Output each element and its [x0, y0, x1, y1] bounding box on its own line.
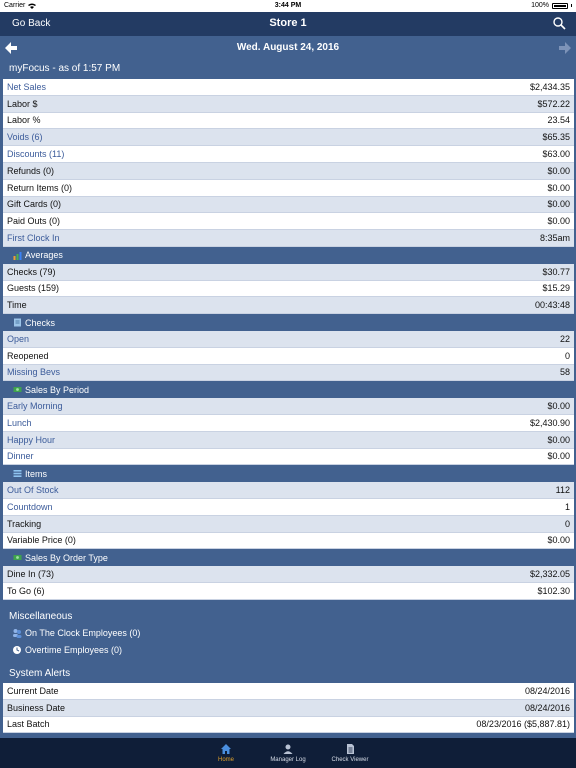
tab-check-viewer-label: Check Viewer — [331, 757, 369, 763]
miscellaneous-title: Miscellaneous — [9, 611, 73, 622]
chart-icon — [13, 251, 22, 260]
row-value: $2,434.35 — [529, 81, 570, 92]
money-icon — [13, 553, 22, 562]
row-label: Lunch — [7, 417, 32, 428]
table-row — [3, 197, 574, 214]
page-title: Store 1 — [269, 17, 307, 29]
row-label: Open — [7, 333, 30, 344]
receipt-icon — [13, 318, 22, 327]
go-back-button[interactable]: Go Back — [12, 18, 51, 29]
carrier-label: Carrier — [4, 2, 26, 9]
home-icon — [220, 743, 232, 755]
current-date: Wed. August 24, 2016 — [236, 42, 340, 53]
row-label: Labor $ — [7, 98, 38, 109]
row-value: $0.00 — [547, 451, 570, 462]
row-label: Variable Price (0) — [7, 535, 76, 546]
battery-tip — [571, 4, 572, 7]
section-header — [3, 465, 574, 482]
table-row[interactable] — [3, 499, 574, 516]
row-value: 58 — [559, 367, 570, 378]
clock-icon — [12, 645, 22, 655]
section-title: Checks — [25, 317, 56, 328]
row-label: Out Of Stock — [7, 485, 59, 496]
row-value: 00:43:48 — [534, 300, 570, 311]
row-value: 08/23/2016 ($5,887.81) — [476, 719, 570, 730]
battery-icon — [552, 3, 568, 9]
table-row — [3, 516, 574, 533]
tab-check-viewer[interactable] — [320, 738, 380, 763]
status-time: 3:44 PM — [274, 2, 302, 9]
section-header — [3, 314, 574, 331]
section-header — [3, 549, 574, 566]
tab-manager-log[interactable] — [258, 738, 318, 763]
row-value: 22 — [559, 333, 570, 344]
overtime-employees-label: Overtime Employees (0) — [25, 645, 123, 655]
row-value: 0 — [564, 350, 570, 361]
row-value: $0.00 — [547, 535, 570, 546]
section-title: Sales By Period — [25, 384, 90, 395]
table-row — [3, 163, 574, 180]
row-value: 0 — [564, 518, 570, 529]
row-value: 23.54 — [547, 115, 570, 126]
nav-bar — [0, 12, 576, 36]
table-row — [3, 583, 574, 600]
row-value: $15.29 — [542, 283, 570, 294]
system-alerts-table — [3, 683, 574, 733]
row-label: Net Sales — [7, 81, 47, 92]
status-right — [531, 2, 572, 9]
row-value: $2,430.90 — [529, 417, 570, 428]
money-icon — [13, 385, 22, 394]
table-row — [3, 717, 574, 734]
row-label: Discounts (11) — [7, 149, 65, 160]
on-clock-employees-item[interactable] — [12, 628, 140, 638]
table-row — [3, 213, 574, 230]
row-value: $0.00 — [547, 165, 570, 176]
date-bar — [0, 38, 576, 58]
row-label: Voids (6) — [7, 132, 43, 143]
row-value: $0.00 — [547, 199, 570, 210]
table-row — [3, 297, 574, 314]
document-icon — [344, 743, 356, 755]
row-label: Happy Hour — [7, 434, 56, 445]
row-value: $0.00 — [547, 401, 570, 412]
table-row[interactable] — [3, 129, 574, 146]
row-label: Missing Bevs — [7, 367, 61, 378]
row-value: 112 — [555, 485, 570, 496]
section-title: Sales By Order Type — [25, 552, 108, 563]
row-label: Business Date — [7, 702, 66, 713]
table-row — [3, 683, 574, 700]
next-day-arrow-icon[interactable] — [558, 41, 572, 55]
row-label: Checks (79) — [7, 266, 56, 277]
row-value: $0.00 — [547, 182, 570, 193]
row-value: $30.77 — [542, 266, 570, 277]
tab-bar — [0, 738, 576, 768]
on-clock-employees-label: On The Clock Employees (0) — [25, 628, 141, 638]
section-header — [3, 247, 574, 264]
list-icon — [13, 469, 22, 478]
row-label: Time — [7, 300, 27, 311]
table-row — [3, 180, 574, 197]
table-row[interactable] — [3, 432, 574, 449]
row-value: $63.00 — [542, 149, 570, 160]
tab-manager-log-label: Manager Log — [270, 757, 306, 763]
table-row[interactable] — [3, 230, 574, 247]
row-label: Labor % — [7, 115, 41, 126]
main-metrics-table — [3, 79, 574, 600]
row-value: 08/24/2016 — [524, 685, 570, 696]
table-row[interactable] — [3, 79, 574, 96]
row-label: Refunds (0) — [7, 165, 55, 176]
people-icon — [12, 628, 22, 638]
table-row[interactable] — [3, 415, 574, 432]
row-value: 1 — [564, 501, 570, 512]
table-row — [3, 700, 574, 717]
battery-percent: 100% — [531, 2, 549, 9]
table-row[interactable] — [3, 146, 574, 163]
row-label: Tracking — [7, 518, 42, 529]
row-label: Guests (159) — [7, 283, 60, 294]
row-label: Last Batch — [7, 719, 50, 730]
table-row[interactable] — [3, 365, 574, 382]
row-label: Reopened — [7, 350, 49, 361]
section-title: Averages — [25, 250, 63, 261]
row-value: $0.00 — [547, 434, 570, 445]
row-label: Dine In (73) — [7, 569, 55, 579]
row-value: $572.22 — [537, 98, 570, 109]
row-value: 8:35am — [539, 233, 570, 244]
row-value: $0.00 — [547, 216, 570, 227]
row-label: Early Morning — [7, 401, 63, 412]
table-row — [3, 281, 574, 298]
table-row — [3, 533, 574, 550]
row-label: Gift Cards (0) — [7, 199, 62, 210]
section-title: Items — [25, 468, 48, 479]
row-value: $65.35 — [542, 132, 570, 143]
table-row — [3, 113, 574, 130]
row-label: Current Date — [7, 685, 59, 696]
row-label: Countdown — [7, 501, 53, 512]
row-label: First Clock In — [7, 233, 60, 244]
table-row — [3, 348, 574, 365]
row-label: To Go (6) — [7, 585, 45, 596]
table-row — [3, 264, 574, 281]
focus-title: myFocus - as of 1:57 PM — [9, 63, 121, 74]
table-row[interactable] — [3, 398, 574, 415]
row-value: 08/24/2016 — [524, 702, 570, 713]
row-value: $2,332.05 — [529, 569, 570, 579]
table-row[interactable] — [3, 482, 574, 499]
system-alerts-title: System Alerts — [9, 668, 71, 679]
search-icon[interactable] — [552, 16, 566, 30]
tab-home[interactable] — [196, 738, 256, 763]
row-label: Return Items (0) — [7, 182, 73, 193]
table-row — [3, 566, 574, 583]
overtime-employees-item[interactable] — [12, 645, 122, 655]
person-icon — [282, 743, 294, 755]
table-row[interactable] — [3, 331, 574, 348]
row-label: Dinner — [7, 451, 34, 462]
row-value: $102.30 — [537, 585, 570, 596]
table-row[interactable] — [3, 449, 574, 466]
tab-home-label: Home — [217, 757, 234, 763]
row-label: Paid Outs (0) — [7, 216, 61, 227]
status-bar — [0, 0, 576, 12]
table-row — [3, 96, 574, 113]
section-header — [3, 381, 574, 398]
